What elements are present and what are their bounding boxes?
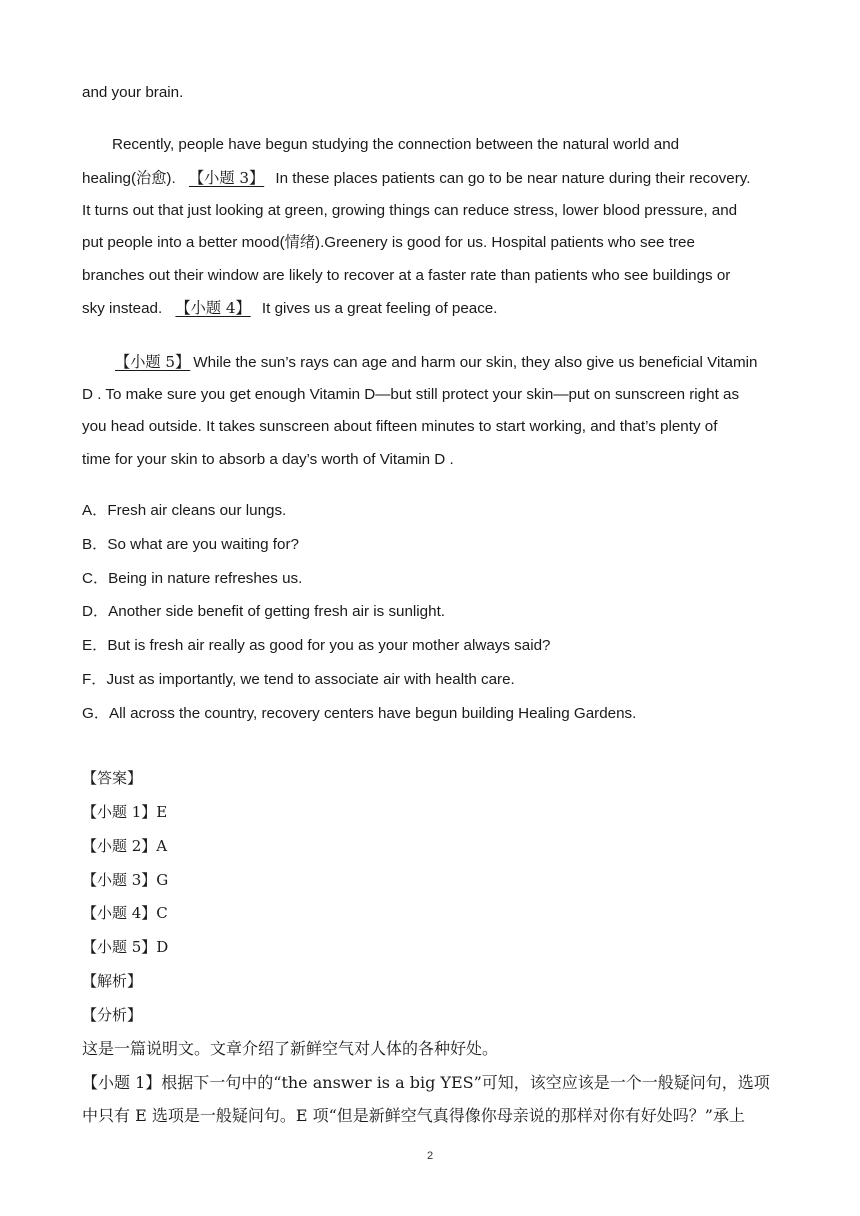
passage-line: D . To make sure you get enough Vitamin D—but still protect your skin—put on sunscreen right as [82,386,740,403]
passage-text: In these places patients can go to be near nature during their recovery. [275,170,751,187]
passage-line: you head outside. It takes sunscreen about fifteen minutes to start working, and that’s plenty of [82,418,718,435]
option-item: E．But is fresh air really as good for you as your mother always said? [82,637,551,654]
answer-item: 【小题 3】G [82,871,169,889]
option-item: A．Fresh air cleans our lungs. [82,502,287,519]
option-item: F．Just as importantly, we tend to associate air with health care. [82,671,515,688]
analysis-heading: 【解析】 [82,972,143,990]
passage-text: sky instead. [82,300,163,317]
option-item: G．All across the country, recovery centers have begun building Healing Gardens. [82,705,637,722]
passage-line [82,168,750,189]
option-item: B．So what are you waiting for? [82,536,299,553]
blank-question-3: 【小题 3】 [188,169,265,187]
option-item: C．Being in nature refreshes us. [82,570,303,587]
passage-line: put people into a better mood(情绪).Greenery is good for us. Hospital patients who see tree [82,234,695,251]
passage-text: While the sun’s rays can age and harm our skin, they also give us beneficial Vitamin [193,354,758,371]
analysis-subheading: 【分析】 [82,1006,143,1024]
analysis-line: 【小题 1】根据下一句中的“the answer is a big YES”可知，该空应该是一个一般疑问句，选项 [82,1073,770,1092]
passage-text: healing(治愈). [82,170,176,187]
passage-line: branches out their window are likely to recover at a faster rate than patients who see buildings or [82,267,731,284]
passage-line: It turns out that just looking at green, growing things can reduce stress, lower blood pressure, and [82,202,738,219]
answer-item: 【小题 4】C [82,904,168,922]
page-number: 2 [426,1150,434,1162]
passage-line: Recently, people have begun studying the connection between the natural world and [112,136,680,153]
answer-item: 【小题 2】A [82,837,168,855]
option-item: D．Another side benefit of getting fresh air is sunlight. [82,603,446,620]
passage-line [115,352,757,373]
blank-question-5: 【小题 5】 [115,353,191,371]
passage-line: and your brain. [82,84,184,101]
passage-text: It gives us a great feeling of peace. [261,300,498,317]
passage-line: time for your skin to absorb a day’s worth of Vitamin D . [82,451,454,468]
blank-question-4: 【小题 4】 [175,299,251,317]
analysis-line: 中只有 E 选项是一般疑问句。E 项“但是新鲜空气真得像你母亲说的那样对你有好处吗？”承上 [82,1106,745,1125]
answer-heading: 【答案】 [82,769,143,787]
passage-line [82,298,497,319]
answer-item: 【小题 1】E [82,803,168,821]
answer-item: 【小题 5】D [82,938,169,956]
analysis-summary: 这是一篇说明文。文章介绍了新鲜空气对人体的各种好处。 [82,1039,499,1058]
